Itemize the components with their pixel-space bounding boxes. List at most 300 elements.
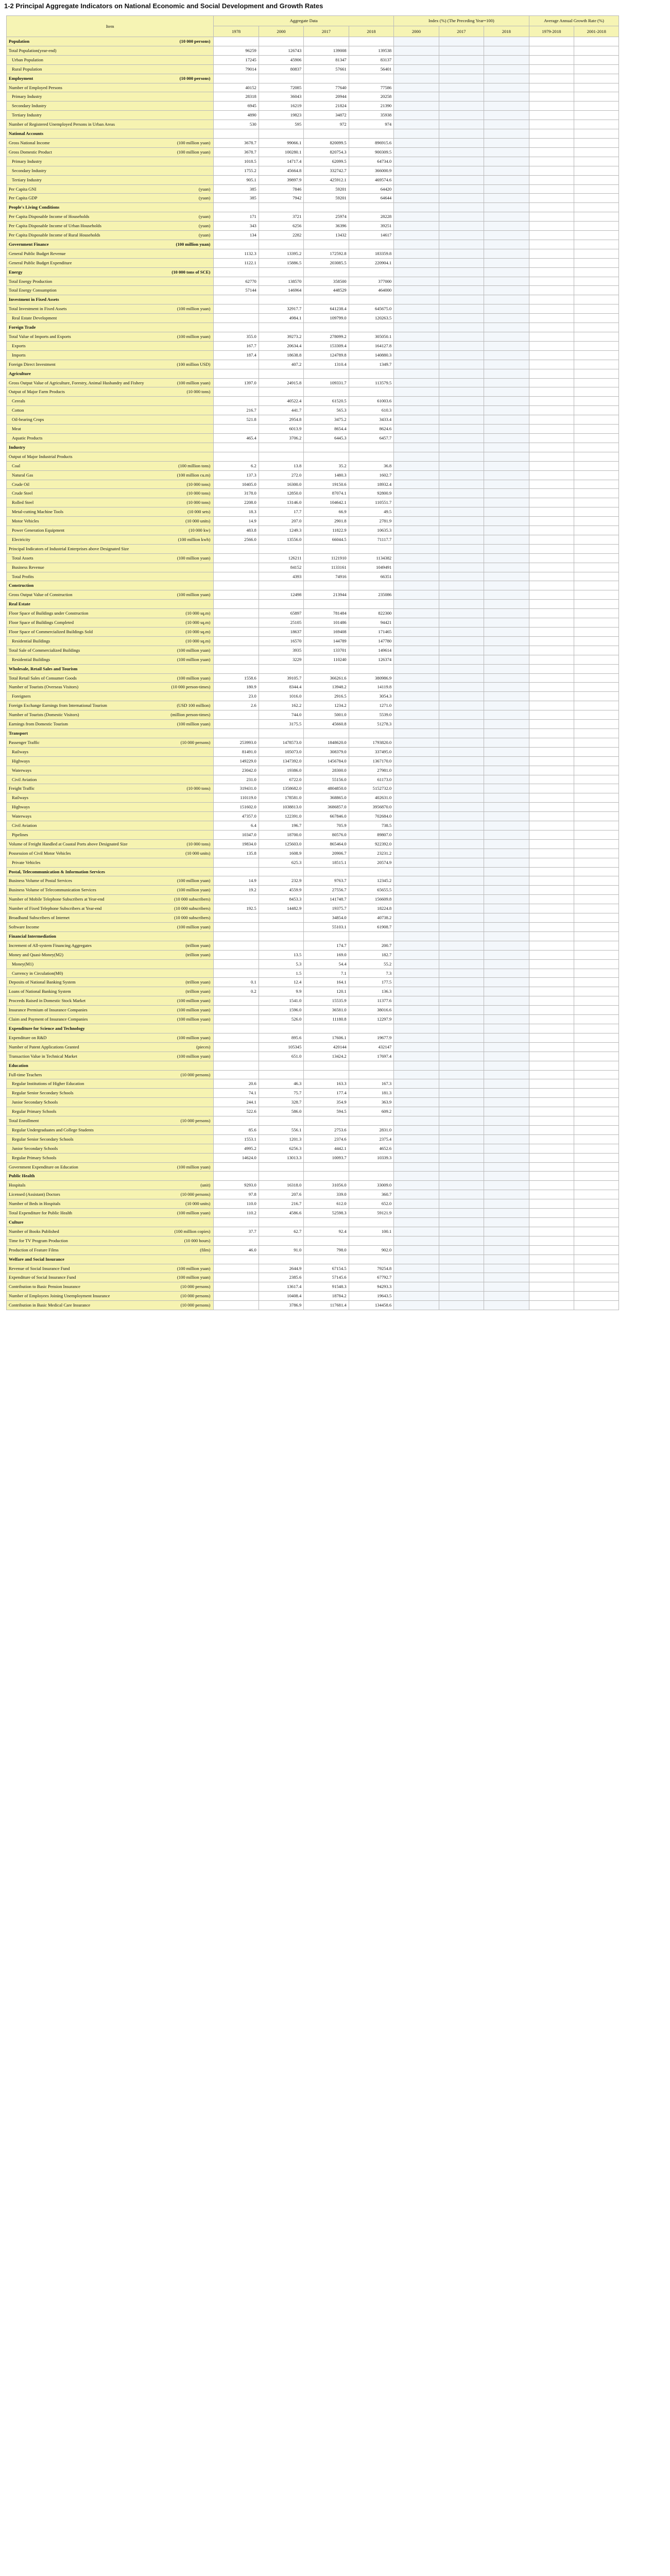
row-value-cell: 99066.1 <box>259 138 303 147</box>
row-value-cell <box>214 572 259 581</box>
table-row <box>7 673 664 683</box>
row-label-cell <box>7 55 214 64</box>
row-value-cell: 305050.1 <box>349 332 394 342</box>
table-row <box>7 1116 664 1126</box>
row-value-cell <box>349 452 394 461</box>
row-value-cell <box>484 553 529 563</box>
table-row <box>7 904 664 913</box>
row-value-cell <box>349 1162 394 1172</box>
row-value-cell <box>394 101 439 111</box>
row-value-cell <box>574 1153 619 1162</box>
row-value-cell <box>574 212 619 222</box>
row-value-cell <box>574 1292 619 1301</box>
row-value-cell <box>529 517 574 526</box>
row-label-cell <box>7 1089 214 1098</box>
row-value-cell <box>214 1052 259 1061</box>
row-value-cell <box>529 590 574 600</box>
row-value-cell: 3175.5 <box>259 720 303 729</box>
row-label-cell <box>7 1006 214 1015</box>
row-value-cell <box>574 913 619 923</box>
row-value-cell: 738.5 <box>349 821 394 831</box>
row-value-cell <box>484 618 529 628</box>
row-value-cell: 62770 <box>214 277 259 286</box>
row-value-cell: 10347.0 <box>214 830 259 839</box>
row-value-cell <box>574 692 619 701</box>
row-label: Possession of Civil Motor Vehicles <box>9 850 71 856</box>
table-row <box>7 923 664 932</box>
row-value-cell: 23231.2 <box>349 849 394 858</box>
row-value-cell <box>574 231 619 240</box>
row-value-cell <box>214 1264 259 1273</box>
row-value-cell: 144789 <box>304 636 349 646</box>
row-value-cell <box>574 821 619 831</box>
row-value-cell: 6722.0 <box>259 775 303 784</box>
row-value-cell <box>574 904 619 913</box>
table-row <box>7 240 664 249</box>
row-value-cell <box>574 470 619 480</box>
row-label: Oil-bearing Crops <box>12 417 44 422</box>
row-value-cell: 67792.7 <box>349 1273 394 1282</box>
row-value-cell <box>484 1033 529 1042</box>
row-value-cell: 2282 <box>259 231 303 240</box>
row-value-cell <box>214 323 259 332</box>
row-value-cell <box>484 166 529 175</box>
table-row <box>7 636 664 646</box>
row-value-cell <box>574 498 619 507</box>
row-value-cell <box>439 1236 484 1245</box>
row-unit: (100 million tons) <box>178 463 211 468</box>
row-value-cell <box>484 646 529 655</box>
row-value-cell: 645675.0 <box>349 304 394 314</box>
row-label: Number of Patent Applications Granted <box>9 1044 79 1049</box>
row-value-cell <box>574 1006 619 1015</box>
table-row <box>7 590 664 600</box>
row-value-cell <box>259 240 303 249</box>
row-value-cell: 14.9 <box>214 876 259 886</box>
row-value-cell: 164.1 <box>304 978 349 987</box>
row-value-cell <box>439 1282 484 1292</box>
row-value-cell <box>484 111 529 120</box>
header-year: 2018 <box>349 26 394 37</box>
row-value-cell: 6457.7 <box>349 433 394 443</box>
table-row <box>7 461 664 470</box>
row-value-cell: 113579.5 <box>349 378 394 387</box>
row-value-cell <box>214 590 259 600</box>
row-value-cell <box>394 175 439 184</box>
row-label-cell <box>7 766 214 775</box>
row-label: Number of Registered Unemployed Persons in Urban Areas <box>9 122 115 127</box>
row-unit: (100 million yuan) <box>177 1035 211 1040</box>
row-value-cell <box>574 646 619 655</box>
row-unit: (10 000 units) <box>185 1201 211 1207</box>
row-value-cell: 235086 <box>349 590 394 600</box>
row-value-cell: 34872 <box>304 111 349 120</box>
row-value-cell <box>394 867 439 876</box>
row-value-cell <box>304 74 349 83</box>
row-value-cell <box>484 1089 529 1098</box>
table-row <box>7 194 664 203</box>
row-value-cell <box>484 64 529 74</box>
row-value-cell <box>439 231 484 240</box>
row-value-cell: 81347 <box>304 55 349 64</box>
row-value-cell <box>484 231 529 240</box>
row-value-cell <box>529 628 574 637</box>
row-value-cell <box>439 147 484 157</box>
row-value-cell <box>439 600 484 609</box>
row-value-cell <box>394 572 439 581</box>
row-value-cell <box>574 443 619 452</box>
row-value-cell <box>574 793 619 803</box>
row-value-cell <box>439 166 484 175</box>
table-row <box>7 544 664 553</box>
row-value-cell <box>574 1190 619 1199</box>
row-value-cell <box>439 1245 484 1255</box>
row-value-cell <box>439 212 484 222</box>
row-value-cell: 19150.6 <box>304 480 349 489</box>
row-value-cell <box>394 157 439 166</box>
row-value-cell <box>574 710 619 720</box>
row-value-cell <box>439 267 484 277</box>
row-unit: (10 000 tons) <box>186 841 211 846</box>
row-value-cell <box>484 1006 529 1015</box>
row-value-cell <box>529 74 574 83</box>
row-value-cell <box>484 959 529 969</box>
row-value-cell <box>529 341 574 350</box>
row-value-cell: 100280.1 <box>259 147 303 157</box>
row-value-cell <box>394 803 439 812</box>
row-value-cell: 109331.7 <box>304 378 349 387</box>
row-value-cell <box>394 1282 439 1292</box>
row-unit: (10 000 persons) <box>180 1192 211 1197</box>
row-label-cell <box>7 535 214 544</box>
row-value-cell: 83137 <box>349 55 394 64</box>
row-value-cell <box>439 553 484 563</box>
row-value-cell: 1016.0 <box>259 692 303 701</box>
row-value-cell <box>574 830 619 839</box>
row-value-cell <box>484 1052 529 1061</box>
row-value-cell <box>529 969 574 978</box>
row-value-cell <box>574 1070 619 1079</box>
row-value-cell <box>529 1199 574 1209</box>
row-value-cell: 1038813.0 <box>259 803 303 812</box>
row-value-cell: 231.0 <box>214 775 259 784</box>
row-value-cell <box>214 1015 259 1024</box>
row-label: Private Vehicles <box>12 859 41 865</box>
row-label: Number of Employees Joining Unemployment Insurance <box>9 1293 110 1299</box>
row-value-cell: 12498 <box>259 590 303 600</box>
table-row <box>7 766 664 775</box>
row-value-cell: 253993.0 <box>214 738 259 747</box>
row-label-cell <box>7 111 214 120</box>
row-value-cell <box>529 803 574 812</box>
row-value-cell <box>259 664 303 673</box>
row-value-cell <box>484 212 529 222</box>
row-value-cell: 62.7 <box>259 1227 303 1236</box>
row-label: Software Income <box>9 924 39 929</box>
row-value-cell: 59201 <box>304 194 349 203</box>
row-value-cell <box>214 563 259 572</box>
row-label-cell <box>7 1255 214 1264</box>
row-unit: (10 000 subscribers) <box>174 915 211 921</box>
row-value-cell <box>484 249 529 258</box>
row-value-cell <box>574 581 619 590</box>
table-row <box>7 996 664 1006</box>
row-value-cell: 13556.0 <box>259 535 303 544</box>
row-value-cell: 1310.4 <box>304 360 349 369</box>
row-value-cell: 10408.4 <box>259 1292 303 1301</box>
row-value-cell: 1018.5 <box>214 157 259 166</box>
row-unit: (10 000 persons) <box>180 1302 211 1308</box>
row-value-cell: 36581.0 <box>304 1006 349 1015</box>
row-value-cell <box>439 1172 484 1181</box>
row-value-cell <box>439 987 484 996</box>
row-value-cell: 586.0 <box>259 1107 303 1116</box>
row-value-cell: 34854.0 <box>304 913 349 923</box>
row-unit: (100 million yuan) <box>177 924 211 929</box>
row-label: Regular Primary Schools <box>12 1155 57 1160</box>
row-value-cell: 167.3 <box>349 1079 394 1089</box>
row-label-cell <box>7 886 214 895</box>
row-value-cell <box>484 766 529 775</box>
row-value-cell <box>529 821 574 831</box>
row-value-cell <box>574 74 619 83</box>
table-row <box>7 1292 664 1301</box>
row-value-cell <box>394 1089 439 1098</box>
row-value-cell <box>574 1089 619 1098</box>
row-value-cell <box>529 535 574 544</box>
row-label: Crude Oil <box>12 481 30 487</box>
row-value-cell: 1541.0 <box>259 996 303 1006</box>
row-value-cell <box>574 332 619 342</box>
row-value-cell: 39897.9 <box>259 175 303 184</box>
row-value-cell: 40738.2 <box>349 913 394 923</box>
row-value-cell <box>394 258 439 267</box>
row-value-cell <box>439 1070 484 1079</box>
row-value-cell <box>529 996 574 1006</box>
row-value-cell <box>394 941 439 950</box>
row-value-cell <box>259 913 303 923</box>
row-value-cell <box>214 1070 259 1079</box>
row-unit: (10 000 persons) <box>180 1293 211 1299</box>
row-value-cell: 355.0 <box>214 332 259 342</box>
row-value-cell <box>394 766 439 775</box>
row-value-cell: 6445.3 <box>304 433 349 443</box>
header-growth: Average Annual Growth Rate (%) <box>529 16 619 26</box>
row-unit: (10 000 sets) <box>187 509 211 515</box>
row-value-cell <box>394 996 439 1006</box>
row-value-cell: 5152732.0 <box>349 784 394 793</box>
table-row <box>7 397 664 406</box>
row-value-cell <box>394 664 439 673</box>
row-value-cell <box>484 1245 529 1255</box>
table-row <box>7 1125 664 1134</box>
row-value-cell: 2831.0 <box>349 1125 394 1134</box>
row-value-cell <box>439 184 484 194</box>
row-value-cell <box>439 821 484 831</box>
row-value-cell: 105345 <box>259 1042 303 1052</box>
row-value-cell: 35938 <box>349 111 394 120</box>
row-label-cell <box>7 350 214 360</box>
row-value-cell <box>484 350 529 360</box>
row-label: Investment in Fixed Assets <box>9 297 59 302</box>
table-row <box>7 267 664 277</box>
row-value-cell <box>529 867 574 876</box>
table-row <box>7 553 664 563</box>
table-row <box>7 849 664 858</box>
row-value-cell: 2385.6 <box>259 1273 303 1282</box>
row-label: Rolled Steel <box>12 500 34 505</box>
row-label: Secondary Industry <box>12 167 47 173</box>
row-value-cell <box>439 664 484 673</box>
row-value-cell: 14717.4 <box>259 157 303 166</box>
row-value-cell <box>349 664 394 673</box>
row-label: Production of Feature Films <box>9 1247 59 1252</box>
row-value-cell: 85.6 <box>214 1125 259 1134</box>
row-value-cell <box>259 1218 303 1227</box>
row-value-cell <box>394 978 439 987</box>
row-value-cell: 40522.4 <box>259 397 303 406</box>
row-value-cell: 110240 <box>304 655 349 664</box>
row-value-cell: 625.3 <box>259 858 303 867</box>
row-value-cell: 1367170.0 <box>349 756 394 766</box>
row-value-cell <box>439 517 484 526</box>
row-value-cell <box>574 258 619 267</box>
row-label: Secondary Industry <box>12 103 47 109</box>
row-value-cell: 667846.0 <box>304 812 349 821</box>
row-value-cell <box>484 923 529 932</box>
row-value-cell <box>394 1172 439 1181</box>
row-value-cell <box>439 425 484 434</box>
row-value-cell: 45906 <box>259 55 303 64</box>
row-unit: (yuan) <box>198 232 211 238</box>
row-label: Per Capita Disposable Income of Rural Households <box>9 232 100 238</box>
row-value-cell <box>394 286 439 295</box>
row-value-cell <box>394 425 439 434</box>
row-value-cell: 7.3 <box>349 969 394 978</box>
row-value-cell: 902.0 <box>349 1245 394 1255</box>
row-value-cell: 1608.9 <box>259 849 303 858</box>
row-value-cell: 149614 <box>349 646 394 655</box>
row-value-cell <box>484 184 529 194</box>
row-value-cell: 2208.0 <box>214 498 259 507</box>
row-value-cell: 101486 <box>304 618 349 628</box>
row-value-cell <box>439 332 484 342</box>
row-label-cell <box>7 913 214 923</box>
row-value-cell: 380986.9 <box>349 673 394 683</box>
row-value-cell <box>574 277 619 286</box>
row-label-cell <box>7 1070 214 1079</box>
row-label: Transaction Value in Technical Market <box>9 1053 77 1059</box>
row-label: Government Expenditure on Education <box>9 1164 78 1170</box>
row-value-cell: 27981.0 <box>349 766 394 775</box>
table-row <box>7 526 664 535</box>
row-value-cell: 135.8 <box>214 849 259 858</box>
row-label: Per Capita GNI <box>9 186 37 192</box>
row-label: Per Capita Disposable Income of Households <box>9 214 90 219</box>
row-value-cell <box>394 1273 439 1282</box>
row-value-cell <box>439 710 484 720</box>
row-value-cell <box>484 286 529 295</box>
row-value-cell <box>529 1282 574 1292</box>
row-value-cell <box>529 350 574 360</box>
row-value-cell <box>574 535 619 544</box>
row-label-cell <box>7 683 214 692</box>
row-label-cell <box>7 277 214 286</box>
row-value-cell <box>529 1089 574 1098</box>
row-label: Junior Secondary Schools <box>12 1145 58 1151</box>
row-value-cell: 35.2 <box>304 461 349 470</box>
row-value-cell <box>574 812 619 821</box>
table-row <box>7 969 664 978</box>
row-value-cell: 27556.7 <box>304 886 349 895</box>
row-value-cell: 94293.3 <box>349 1282 394 1292</box>
row-value-cell: 3678.7 <box>214 138 259 147</box>
row-value-cell: 354.9 <box>304 1098 349 1107</box>
row-value-cell: 71117.7 <box>349 535 394 544</box>
row-value-cell: 19823 <box>259 111 303 120</box>
row-value-cell <box>574 1245 619 1255</box>
row-value-cell <box>439 756 484 766</box>
header-year: 2017 <box>304 26 349 37</box>
row-value-cell <box>349 1236 394 1245</box>
row-value-cell <box>394 304 439 314</box>
row-label-cell <box>7 646 214 655</box>
row-value-cell <box>574 673 619 683</box>
row-value-cell <box>574 931 619 941</box>
row-value-cell <box>439 286 484 295</box>
row-value-cell <box>214 655 259 664</box>
row-value-cell <box>259 37 303 46</box>
row-value-cell <box>574 249 619 258</box>
row-label-cell <box>7 258 214 267</box>
row-value-cell <box>439 1089 484 1098</box>
row-value-cell: 922392.0 <box>349 839 394 849</box>
row-value-cell: 55103.1 <box>304 923 349 932</box>
row-value-cell: 87074.1 <box>304 489 349 498</box>
row-value-cell <box>484 175 529 184</box>
row-value-cell <box>529 1134 574 1144</box>
row-value-cell <box>259 369 303 378</box>
row-value-cell <box>574 1199 619 1209</box>
row-value-cell <box>394 74 439 83</box>
table-row <box>7 886 664 895</box>
row-value-cell: 465.4 <box>214 433 259 443</box>
row-value-cell <box>529 314 574 323</box>
row-value-cell <box>484 138 529 147</box>
row-value-cell: 12850.0 <box>259 489 303 498</box>
row-value-cell <box>574 1255 619 1264</box>
row-value-cell <box>439 194 484 203</box>
table-row <box>7 166 664 175</box>
row-value-cell: 100.1 <box>349 1227 394 1236</box>
row-value-cell: 1133161 <box>304 563 349 572</box>
row-value-cell <box>574 858 619 867</box>
row-label: Metal-cutting Machine Tools <box>12 509 63 515</box>
table-row <box>7 1144 664 1153</box>
row-value-cell <box>349 387 394 397</box>
row-value-cell: 900309.5 <box>349 147 394 157</box>
row-value-cell <box>259 1061 303 1070</box>
row-value-cell <box>439 498 484 507</box>
row-value-cell <box>439 941 484 950</box>
table-row <box>7 1107 664 1116</box>
row-value-cell <box>529 415 574 425</box>
row-value-cell: 216.7 <box>214 406 259 415</box>
row-value-cell <box>259 728 303 738</box>
row-value-cell <box>394 92 439 101</box>
row-value-cell <box>529 1227 574 1236</box>
row-label-cell <box>7 636 214 646</box>
